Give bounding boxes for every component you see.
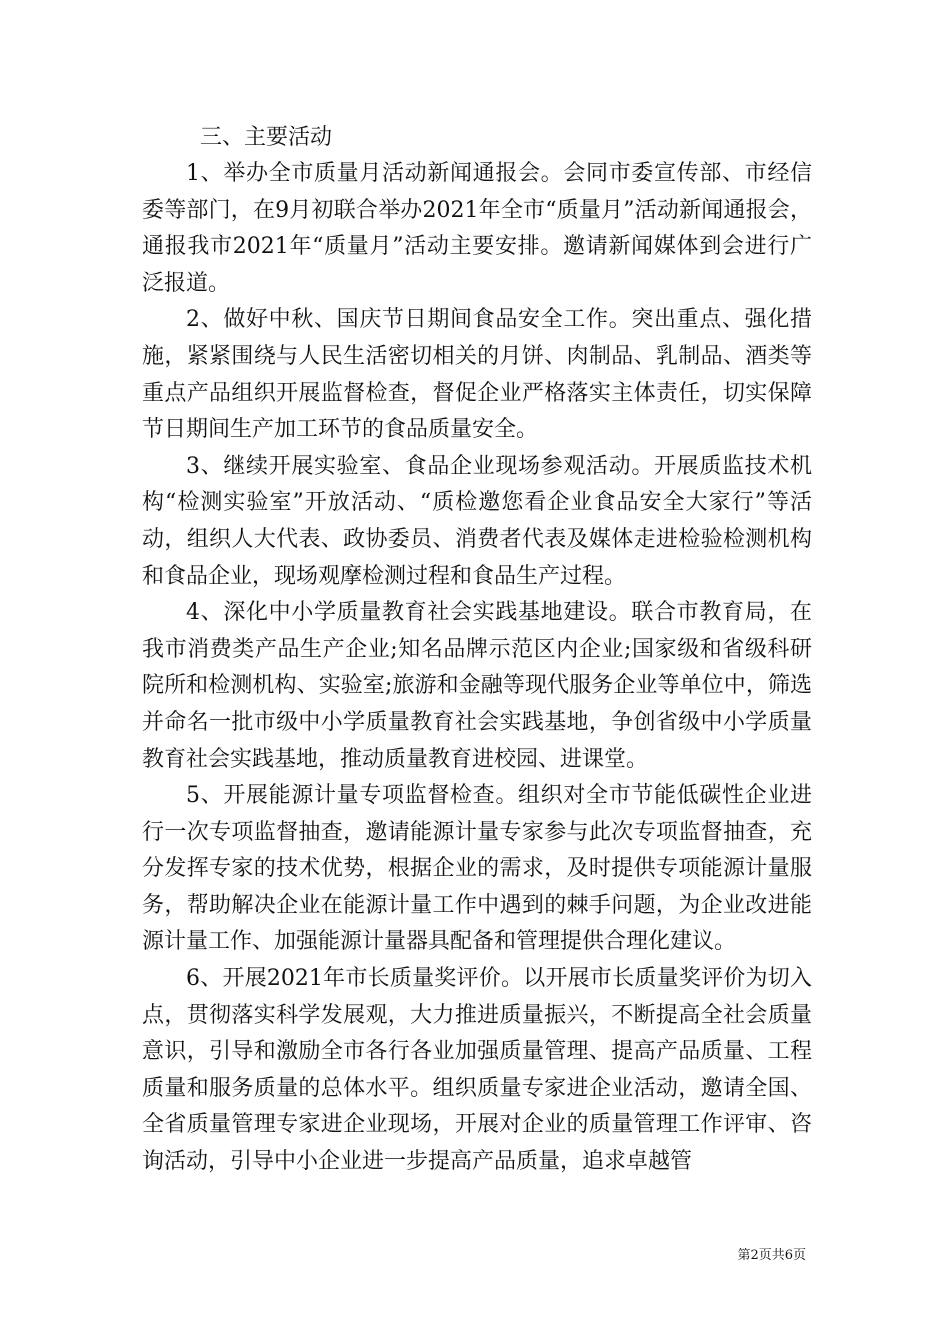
page-number-footer: 第2页共6页 — [737, 1248, 806, 1263]
paragraph-5: 5、开展能源计量专项监督检查。组织对全市节能低碳性企业进行一次专项监督抽查，邀请能源计量专家参与此次专项监督抽查，充分发挥专家的技术优势，根据企业的需求，及时提供专项能源计量服务，帮助解决企业在能源计量工作中遇到的棘手问题，为企业改进能源计量工作、加强能源计量器具配备和管理提供合理化建议。 — [142, 783, 812, 955]
paragraph-2: 2、做好中秋、国庆节日期间食品安全工作。突出重点、强化措施，紧紧围绕与人民生活密切相关的月饼、肉制品、乳制品、酒类等重点产品组织开展监督检查，督促企业严格落实主体责任，切实保障节日期间生产加工环节的食品质量安全。 — [142, 307, 812, 443]
paragraph-1: 1、举办全市质量月活动新闻通报会。会同市委宣传部、市经信委等部门，在9月初联合举办2021年全市“质量月”活动新闻通报会，通报我市2021年“质量月”活动主要安排。邀请新闻媒体到会进行广泛报道。 — [142, 161, 812, 296]
paragraph-3: 3、继续开展实验室、食品企业现场参观活动。开展质监技术机构“检测实验室”开放活动、“质检邀您看企业食品安全大家行”等活动，组织人大代表、政协委员、消费者代表及媒体走进检验检测机构和食品企业，现场观摩检测过程和食品生产过程。 — [142, 453, 812, 589]
section-heading: 三、主要活动 — [200, 125, 333, 150]
paragraph-4: 4、深化中小学质量教育社会实践基地建设。联合市教育局，在我市消费类产品生产企业;知名品牌示范区内企业;国家级和省级科研院所和检测机构、实验室;旅游和金融等现代服务企业等单位中，筛选并命名一批市级中小学质量教育社会实践基地，争创省级中小学质量教育社会实践基地，推动质量教育进校园、进课堂。 — [142, 600, 812, 772]
paragraph-6: 6、开展2021年市长质量奖评价。以开展市长质量奖评价为切入点，贯彻落实科学发展观，大力推进质量振兴，不断提高全社会质量意识，引导和激励全市各行各业加强质量管理、提高产品质量、工程质量和服务质量的总体水平。组织质量专家进企业活动，邀请全国、全省质量管理专家进企业现场，开展对企业的质量管理工作评审、咨询活动，引导中小企业进一步提高产品质量，追求卓越管 — [142, 966, 812, 1175]
body-text — [142, 156, 812, 1181]
